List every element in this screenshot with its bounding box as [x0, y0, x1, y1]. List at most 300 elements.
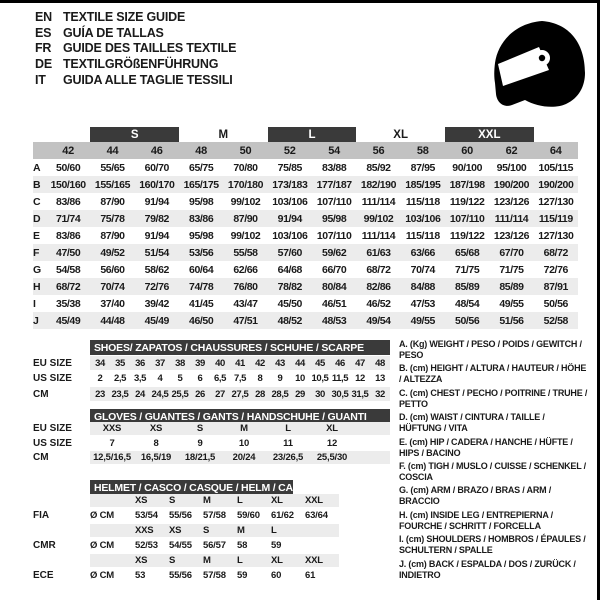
size-number: 44 — [90, 142, 134, 159]
size-value: 115/118 — [405, 195, 440, 208]
measure-row-label: A — [33, 161, 41, 174]
helmet-standard-label: FIA — [33, 510, 50, 521]
shoes-cell: 3,5 — [133, 373, 146, 384]
gloves-cell: 12,5/16,5 — [90, 451, 134, 464]
measure-row-label: D — [33, 210, 46, 227]
language-row — [35, 10, 236, 26]
size-value: 49/52 — [90, 244, 134, 261]
size-value: 76/80 — [223, 278, 267, 295]
legend-entry: F. (cm) TIGH / MUSLO / CUISSE / SCHENKEL / COSCIA — [399, 460, 586, 482]
size-value: 46/51 — [322, 297, 347, 310]
helmet-cell: 55/56 — [169, 510, 192, 521]
shoes-cell: 8 — [257, 373, 263, 384]
size-value: 46/52 — [366, 297, 391, 310]
size-value: 95/98 — [312, 210, 356, 227]
helmet-table — [33, 494, 339, 582]
size-value: 39/42 — [144, 297, 169, 310]
shoes-cell: 41 — [230, 356, 250, 370]
size-value: 150/160 — [46, 176, 90, 193]
size-value: 54/58 — [56, 263, 81, 276]
measurement-legend — [399, 339, 589, 583]
helmet-size-label: S — [169, 494, 203, 507]
shoes-cell: 27 — [210, 387, 230, 401]
shoes-cell: 7,5 — [233, 373, 246, 384]
helmet-size-label: S — [169, 554, 203, 567]
group-spacer — [33, 127, 90, 142]
gloves-cell: M — [222, 422, 266, 435]
size-value: 155/165 — [90, 176, 134, 193]
legend-entry: C. (cm) CHEST / PECHO / POITRINE / TRUHE / PETTO — [399, 387, 588, 409]
size-value: 173/183 — [268, 176, 312, 193]
helmet-cell — [305, 539, 339, 552]
size-value: 83/86 — [56, 229, 81, 242]
size-value: 75/85 — [277, 161, 302, 174]
numbers-corner — [33, 142, 46, 159]
measure-row-label: I — [33, 297, 36, 310]
size-number: 54 — [312, 142, 356, 159]
helmet-unit-label: Ø CM — [90, 540, 115, 551]
size-value: 170/180 — [223, 176, 267, 193]
helmet-cell: 58 — [237, 540, 248, 551]
shoes-cell: 10 — [295, 373, 305, 384]
size-value: 61/63 — [356, 244, 400, 261]
size-value: 80/84 — [312, 278, 356, 295]
size-value: 70/74 — [90, 278, 134, 295]
size-value: 58/62 — [144, 263, 169, 276]
helmet-cell: 61 — [305, 570, 316, 581]
size-value: 47/53 — [410, 297, 435, 310]
gloves-cell: XXS — [90, 422, 134, 435]
helmet-spacer — [90, 494, 135, 507]
size-value: 57/60 — [268, 244, 312, 261]
helmet-size-label: L — [237, 554, 271, 567]
shoes-cell: 26 — [190, 387, 210, 401]
shoes-cell: 38 — [170, 356, 190, 370]
legend-entry: H. (cm) INSIDE LEG / ENTREPIERNA / FOURCHE / SCHRITT / FORCELLA — [399, 509, 553, 531]
helmet-size-label: M — [237, 524, 271, 537]
size-number: 42 — [46, 142, 90, 159]
size-value: 50/60 — [56, 161, 81, 174]
size-value: 41/45 — [189, 297, 214, 310]
gloves-cell: 11 — [283, 437, 293, 449]
helmet-cell: 59 — [237, 570, 248, 581]
gloves-cell: 25,5/30 — [310, 451, 354, 464]
size-value: 87/91 — [534, 278, 578, 295]
size-value: 85/89 — [445, 278, 489, 295]
helmet-size-label: XXL — [305, 494, 339, 507]
size-value: 55/58 — [223, 244, 267, 261]
size-value: 71/75 — [455, 263, 480, 276]
shoes-cell: 31,5 — [351, 388, 369, 400]
size-value: 185/195 — [401, 176, 445, 193]
helmet-size-label — [305, 524, 339, 537]
size-value: 190/200 — [534, 176, 578, 193]
helmet-spacer — [33, 524, 90, 537]
language-row — [35, 57, 236, 73]
size-number: 56 — [356, 142, 400, 159]
size-value: 190/200 — [489, 176, 533, 193]
size-value: 83/86 — [179, 210, 223, 227]
legend-entry: G. (cm) ARM / BRAZO / BRAS / ARM / BRACCIO — [399, 485, 552, 507]
size-value: 84/88 — [401, 278, 445, 295]
gloves-cell: 7 — [109, 437, 115, 449]
shoes-cell: 40 — [210, 356, 230, 370]
size-value: 87/90 — [100, 229, 125, 242]
size-value: 66/70 — [322, 263, 347, 276]
size-value: 72/76 — [543, 263, 568, 276]
helmet-cell: 63/64 — [305, 510, 328, 521]
gloves-cell: 12 — [326, 437, 338, 449]
size-value: 70/74 — [410, 263, 435, 276]
size-value: 72/76 — [135, 278, 179, 295]
shoes-cell: 32 — [370, 387, 390, 401]
size-value: 119/122 — [449, 229, 485, 242]
gloves-filler — [354, 437, 390, 450]
helmet-unit-label: Ø CM — [90, 570, 115, 581]
shoes-cell: 42 — [250, 356, 270, 370]
size-value: 95/100 — [496, 161, 527, 174]
language-code: IT — [35, 72, 46, 87]
size-value: 60/64 — [189, 263, 214, 276]
shoes-cell: 28,5 — [271, 388, 289, 400]
gloves-cell: S — [178, 422, 222, 435]
size-group-XL: XL — [393, 128, 408, 141]
size-value: 48/54 — [455, 297, 480, 310]
gloves-cell: 10 — [238, 437, 250, 449]
helmet-cell: 60 — [271, 570, 282, 581]
shoes-cell: 12 — [355, 373, 365, 384]
size-value: 70/80 — [233, 161, 258, 174]
size-value: 177/187 — [312, 176, 356, 193]
shoes-table — [33, 356, 390, 401]
shoes-cell: 24 — [130, 387, 150, 401]
measure-row-label: H — [33, 278, 46, 295]
measure-row-label: C — [33, 195, 41, 208]
shoes-cell: 13 — [375, 373, 385, 384]
size-number: 50 — [223, 142, 267, 159]
size-group-S: S — [90, 127, 179, 142]
size-number: 62 — [489, 142, 533, 159]
textile-size-table — [33, 127, 578, 329]
shoes-cell: 45 — [310, 356, 330, 370]
size-number: 52 — [268, 142, 312, 159]
size-value: 85/92 — [366, 161, 391, 174]
helmet-cell: 57/58 — [203, 570, 226, 581]
legend-entry: D. (cm) WAIST / CINTURA / TAILLE / HÜFTUNG / VITA — [399, 412, 545, 434]
helmet-cell: 52/53 — [135, 540, 158, 551]
size-value: 45/49 — [46, 312, 90, 329]
size-value: 64/68 — [277, 263, 302, 276]
helmet-spacer — [90, 554, 135, 567]
shoes-cell: 11,5 — [331, 373, 349, 384]
gloves-cell: 20/24 — [222, 451, 266, 464]
size-value: 44/48 — [90, 312, 134, 329]
size-value: 65/68 — [445, 244, 489, 261]
size-value: 123/126 — [493, 195, 530, 208]
gloves-row-label: CM — [33, 452, 49, 463]
legend-entry: E. (cm) HIP / CADERA / HANCHE / HÜFTE / HIPS / BACINO — [399, 436, 573, 458]
size-value: 45/49 — [135, 312, 179, 329]
size-value: 50/56 — [445, 312, 489, 329]
size-value: 47/50 — [46, 244, 90, 261]
size-number: 60 — [445, 142, 489, 159]
helmet-spacer — [33, 554, 90, 567]
size-number: 58 — [401, 142, 445, 159]
measure-row-label: F — [33, 244, 46, 261]
size-value: 75/78 — [90, 210, 134, 227]
size-value: 83/86 — [56, 195, 81, 208]
size-value: 67/70 — [489, 244, 533, 261]
size-value: 95/98 — [189, 229, 214, 242]
size-value: 111/114 — [361, 195, 396, 208]
size-value: 35/38 — [56, 297, 81, 310]
size-value: 63/66 — [401, 244, 445, 261]
gloves-row-label: EU SIZE — [33, 423, 72, 434]
size-value: 78/82 — [268, 278, 312, 295]
size-value: 51/54 — [135, 244, 179, 261]
helmet-size-label: S — [203, 524, 237, 537]
language-row — [35, 26, 236, 42]
shoes-cell: 2,5 — [113, 373, 126, 384]
language-code: ES — [35, 25, 52, 40]
size-value: 79/82 — [135, 210, 179, 227]
size-value: 160/170 — [135, 176, 179, 193]
shoes-cell: 37 — [150, 356, 170, 370]
guide-title: GUIDE DES TAILLES TEXTILE — [63, 41, 237, 56]
helmet-spacer — [33, 494, 90, 507]
shoes-cell: 28 — [250, 387, 270, 401]
size-group-M: M — [218, 128, 229, 141]
size-value: 111/114 — [361, 229, 396, 242]
guide-title: TEXTILGRÖßENFÜHRUNG — [63, 57, 219, 72]
group-spacer — [534, 127, 578, 142]
size-value: 50/56 — [543, 297, 568, 310]
size-value: 55/65 — [100, 161, 125, 174]
size-value: 87/95 — [410, 161, 435, 174]
size-value: 62/66 — [233, 263, 258, 276]
helmet-cell: 54/55 — [169, 540, 192, 551]
language-titles — [35, 10, 236, 89]
size-group-L: L — [268, 127, 357, 142]
size-value: 47/51 — [223, 312, 267, 329]
size-value: 68/72 — [46, 278, 90, 295]
gloves-table-title: GLOVES / GUANTES / GANTS / HANDSCHUHE / GUANTI — [90, 409, 390, 424]
size-value: 68/72 — [366, 263, 391, 276]
size-value: 115/119 — [534, 210, 578, 227]
shoes-cell: 6,5 — [213, 373, 226, 384]
shoes-cell: 10,5 — [311, 373, 329, 384]
language-row — [35, 73, 236, 89]
size-value: 43/47 — [233, 297, 258, 310]
size-value: 111/114 — [489, 210, 533, 227]
helmet-cell: 59/60 — [237, 510, 260, 521]
measure-row-label: E — [33, 229, 41, 242]
helmet-cell: 55/56 — [169, 570, 192, 581]
language-code: EN — [35, 10, 52, 24]
size-value: 74/78 — [179, 278, 223, 295]
shoes-cell: 5 — [177, 373, 183, 384]
size-value: 46/50 — [179, 312, 223, 329]
gloves-cell: XS — [134, 422, 178, 435]
shoes-cell: 36 — [130, 356, 150, 370]
legend-entry: A. (Kg) WEIGHT / PESO / POIDS / GEWITCH / PESO — [399, 339, 582, 360]
gloves-cell: 23/26,5 — [266, 451, 310, 464]
size-value: 59/62 — [312, 244, 356, 261]
helmet-table-title: HELMET / CASCO / CASQUE / HELM / CASCO — [90, 480, 293, 495]
size-value: 95/98 — [189, 195, 214, 208]
shoes-row-label: US SIZE — [33, 373, 72, 384]
shoes-cell: 9 — [277, 373, 283, 384]
guide-title: GUIDA ALLE TAGLIE TESSILI — [63, 72, 233, 87]
shoes-cell: 6 — [197, 373, 203, 384]
guide-title: GUÍA DE TALLAS — [63, 25, 164, 40]
size-value: 45/50 — [277, 297, 302, 310]
shoes-cell: 43 — [270, 356, 290, 370]
size-value: 48/53 — [312, 312, 356, 329]
size-value: 71/75 — [499, 263, 524, 276]
shoes-cell: 35 — [110, 356, 130, 370]
size-value: 107/110 — [316, 229, 352, 242]
size-value: 103/106 — [401, 210, 445, 227]
shoes-cell: 39 — [190, 356, 210, 370]
helmet-spacer — [90, 524, 135, 537]
size-number: 48 — [179, 142, 223, 159]
gloves-cell: XL — [310, 422, 354, 435]
helmet-unit-label: Ø CM — [90, 510, 115, 521]
helmet-size-label: XL — [271, 554, 305, 567]
helmet-standard-label: ECE — [33, 570, 54, 581]
helmet-cell: 57/58 — [203, 510, 226, 521]
helmet-standard-label: CMR — [33, 540, 56, 551]
measure-row-label: J — [33, 312, 46, 329]
gloves-filler — [354, 422, 390, 435]
helmet-size-label: M — [203, 554, 237, 567]
helmet-size-label: XXS — [135, 524, 169, 537]
size-value: 82/86 — [356, 278, 400, 295]
size-value: 107/110 — [316, 195, 352, 208]
size-value: 51/56 — [489, 312, 533, 329]
size-value: 85/89 — [489, 278, 533, 295]
size-value: 90/100 — [452, 161, 483, 174]
helmet-size-label: XL — [271, 494, 305, 507]
shoes-cell: 2 — [97, 373, 103, 384]
helmet-cell: 53/54 — [135, 510, 158, 521]
size-value: 87/90 — [223, 210, 267, 227]
guide-title: TEXTILE SIZE GUIDE — [63, 10, 186, 24]
racing-helmet-icon — [489, 19, 589, 116]
shoes-cell: 29 — [290, 387, 310, 401]
size-value: 71/74 — [46, 210, 90, 227]
size-value: 127/130 — [538, 195, 574, 208]
legend-entry: B. (cm) HEIGHT / ALTURA / HAUTEUR / HÖHE / ALTEZZA — [399, 363, 587, 385]
size-value: 60/70 — [144, 161, 169, 174]
size-value: 105/115 — [538, 161, 574, 174]
size-value: 91/94 — [144, 229, 169, 242]
size-value: 49/54 — [356, 312, 400, 329]
helmet-size-label: L — [271, 524, 305, 537]
size-value: 53/56 — [179, 244, 223, 261]
size-value: 83/88 — [322, 161, 347, 174]
helmet-cell: 56/57 — [203, 540, 226, 551]
language-code: DE — [35, 57, 52, 72]
helmet-cell: 61/62 — [271, 510, 294, 521]
size-value: 91/94 — [144, 195, 169, 208]
helmet-cell: 59 — [271, 540, 282, 551]
shoes-cell: 34 — [90, 356, 110, 370]
size-number: 64 — [534, 142, 578, 159]
measure-row-label: B — [33, 176, 46, 193]
shoes-cell: 27,5 — [231, 388, 249, 400]
shoes-cell: 24,5 — [151, 388, 169, 400]
size-value: 87/90 — [100, 195, 125, 208]
gloves-cell: L — [266, 422, 310, 435]
shoes-cell: 23,5 — [111, 388, 129, 400]
size-value: 99/102 — [230, 195, 261, 208]
helmet-size-label: L — [237, 494, 271, 507]
size-value: 107/110 — [445, 210, 489, 227]
size-value: 182/190 — [356, 176, 400, 193]
helmet-size-label: XS — [169, 524, 203, 537]
shoes-cell: 46 — [330, 356, 350, 370]
shoes-cell: 44 — [290, 356, 310, 370]
shoes-cell: 25,5 — [171, 388, 189, 400]
shoes-cell: 4 — [157, 373, 163, 384]
shoes-cell: 23 — [90, 387, 110, 401]
size-value: 115/118 — [405, 229, 440, 242]
gloves-cell: 8 — [153, 437, 159, 449]
size-value: 52/58 — [534, 312, 578, 329]
measure-row-label: G — [33, 263, 42, 276]
shoes-cell: 30 — [310, 387, 330, 401]
shoes-row-label: CM — [33, 388, 49, 400]
gloves-filler — [354, 451, 390, 464]
helmet-size-label: XXL — [305, 554, 339, 567]
gloves-cell: 9 — [197, 437, 203, 449]
helmet-cell: 53 — [135, 570, 146, 581]
size-value: 68/72 — [534, 244, 578, 261]
shoes-table-title: SHOES/ ZAPATOS / CHAUSSURES / SCHUHE / SCARPE — [90, 340, 390, 355]
size-value: 119/122 — [449, 195, 485, 208]
size-value: 91/94 — [268, 210, 312, 227]
size-value: 103/106 — [272, 229, 308, 242]
legend-entry: J. (cm) BACK / ESPALDA / DOS / ZURÜCK / INDIETRO — [399, 558, 576, 580]
gloves-row-label: US SIZE — [33, 437, 72, 449]
size-value: 56/60 — [100, 263, 125, 276]
size-value: 37/40 — [100, 297, 125, 310]
helmet-size-label: M — [203, 494, 237, 507]
size-value: 165/175 — [179, 176, 223, 193]
helmet-size-label: XS — [135, 494, 169, 507]
shoes-cell: 30,5 — [331, 388, 349, 400]
legend-entry: I. (cm) SHOULDERS / HOMBROS / ÉPAULES / SCHULTERN / SPALLE — [399, 534, 586, 556]
shoes-cell: 47 — [350, 356, 370, 370]
size-value: 127/130 — [538, 229, 574, 242]
gloves-cell: 16,5/19 — [134, 451, 178, 464]
size-value: 65/75 — [189, 161, 214, 174]
size-value: 48/52 — [268, 312, 312, 329]
size-value: 49/55 — [499, 297, 524, 310]
size-number: 46 — [135, 142, 179, 159]
shoes-cell: 48 — [370, 356, 390, 370]
gloves-table — [33, 422, 390, 464]
gloves-cell: 18/21,5 — [178, 451, 222, 464]
size-value: 99/102 — [230, 229, 261, 242]
size-value: 103/106 — [272, 195, 308, 208]
size-value: 99/102 — [356, 210, 400, 227]
size-value: 123/126 — [493, 229, 530, 242]
shoes-row-label: EU SIZE — [33, 357, 72, 369]
language-row — [35, 41, 236, 57]
